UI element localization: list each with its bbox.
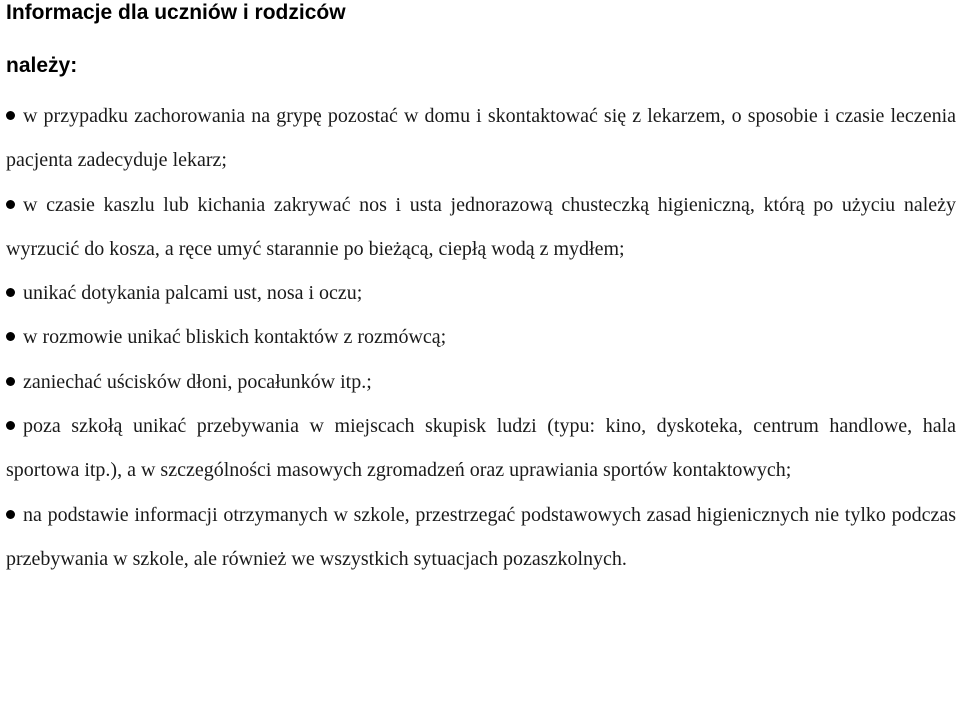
list-item-text: w przypadku zachorowania na grypę pozostać w domu i skontaktować się z lekarzem, o sposobie i czasie leczenia pacjenta zadecyduje lekarz; [6, 105, 956, 172]
bullet-icon [6, 332, 15, 341]
list-item-text: w czasie kaszlu lub kichania zakrywać nos i usta jednorazową chusteczką higieniczną, którą po użyciu należy wyrzucić do kosza, a ręce umyć starannie po bieżącą, ciepłą wodą z mydłem; [6, 193, 956, 260]
bullet-icon [6, 421, 15, 430]
list-item [6, 493, 956, 582]
list-item-text: unikać dotykania palcami ust, nosa i oczu; [23, 282, 363, 305]
list-item [6, 404, 956, 493]
bullet-icon [6, 200, 15, 209]
document-subtitle: należy: [6, 54, 78, 77]
list-item [6, 94, 956, 183]
list-item-text: na podstawie informacji otrzymanych w szkole, przestrzegać podstawowych zasad higienicznych nie tylko podczas przebywania w szkole, ale również we wszystkich sytuacjach pozaszkolnych. [6, 503, 956, 570]
bullet-icon [6, 288, 15, 297]
document-title: Informacje dla uczniów i rodziców [6, 1, 346, 24]
bullet-icon [6, 510, 15, 519]
list-item-text: w rozmowie unikać bliskich kontaktów z rozmówcą; [23, 326, 447, 349]
list-item-text: poza szkołą unikać przebywania w miejscach skupisk ludzi (typu: kino, dyskoteka, centrum handlowe, hala sportowa itp.), a w szczególności masowych zgromadzeń oraz uprawiania sportów kontaktowych; [6, 415, 956, 482]
list-item [6, 271, 956, 315]
bullet-icon [6, 111, 15, 120]
bullet-icon [6, 377, 15, 386]
advice-list [6, 94, 956, 581]
list-item [6, 315, 956, 359]
list-item [6, 360, 956, 404]
list-item-text: zaniechać uścisków dłoni, pocałunków itp.; [23, 370, 372, 393]
list-item [6, 183, 956, 272]
